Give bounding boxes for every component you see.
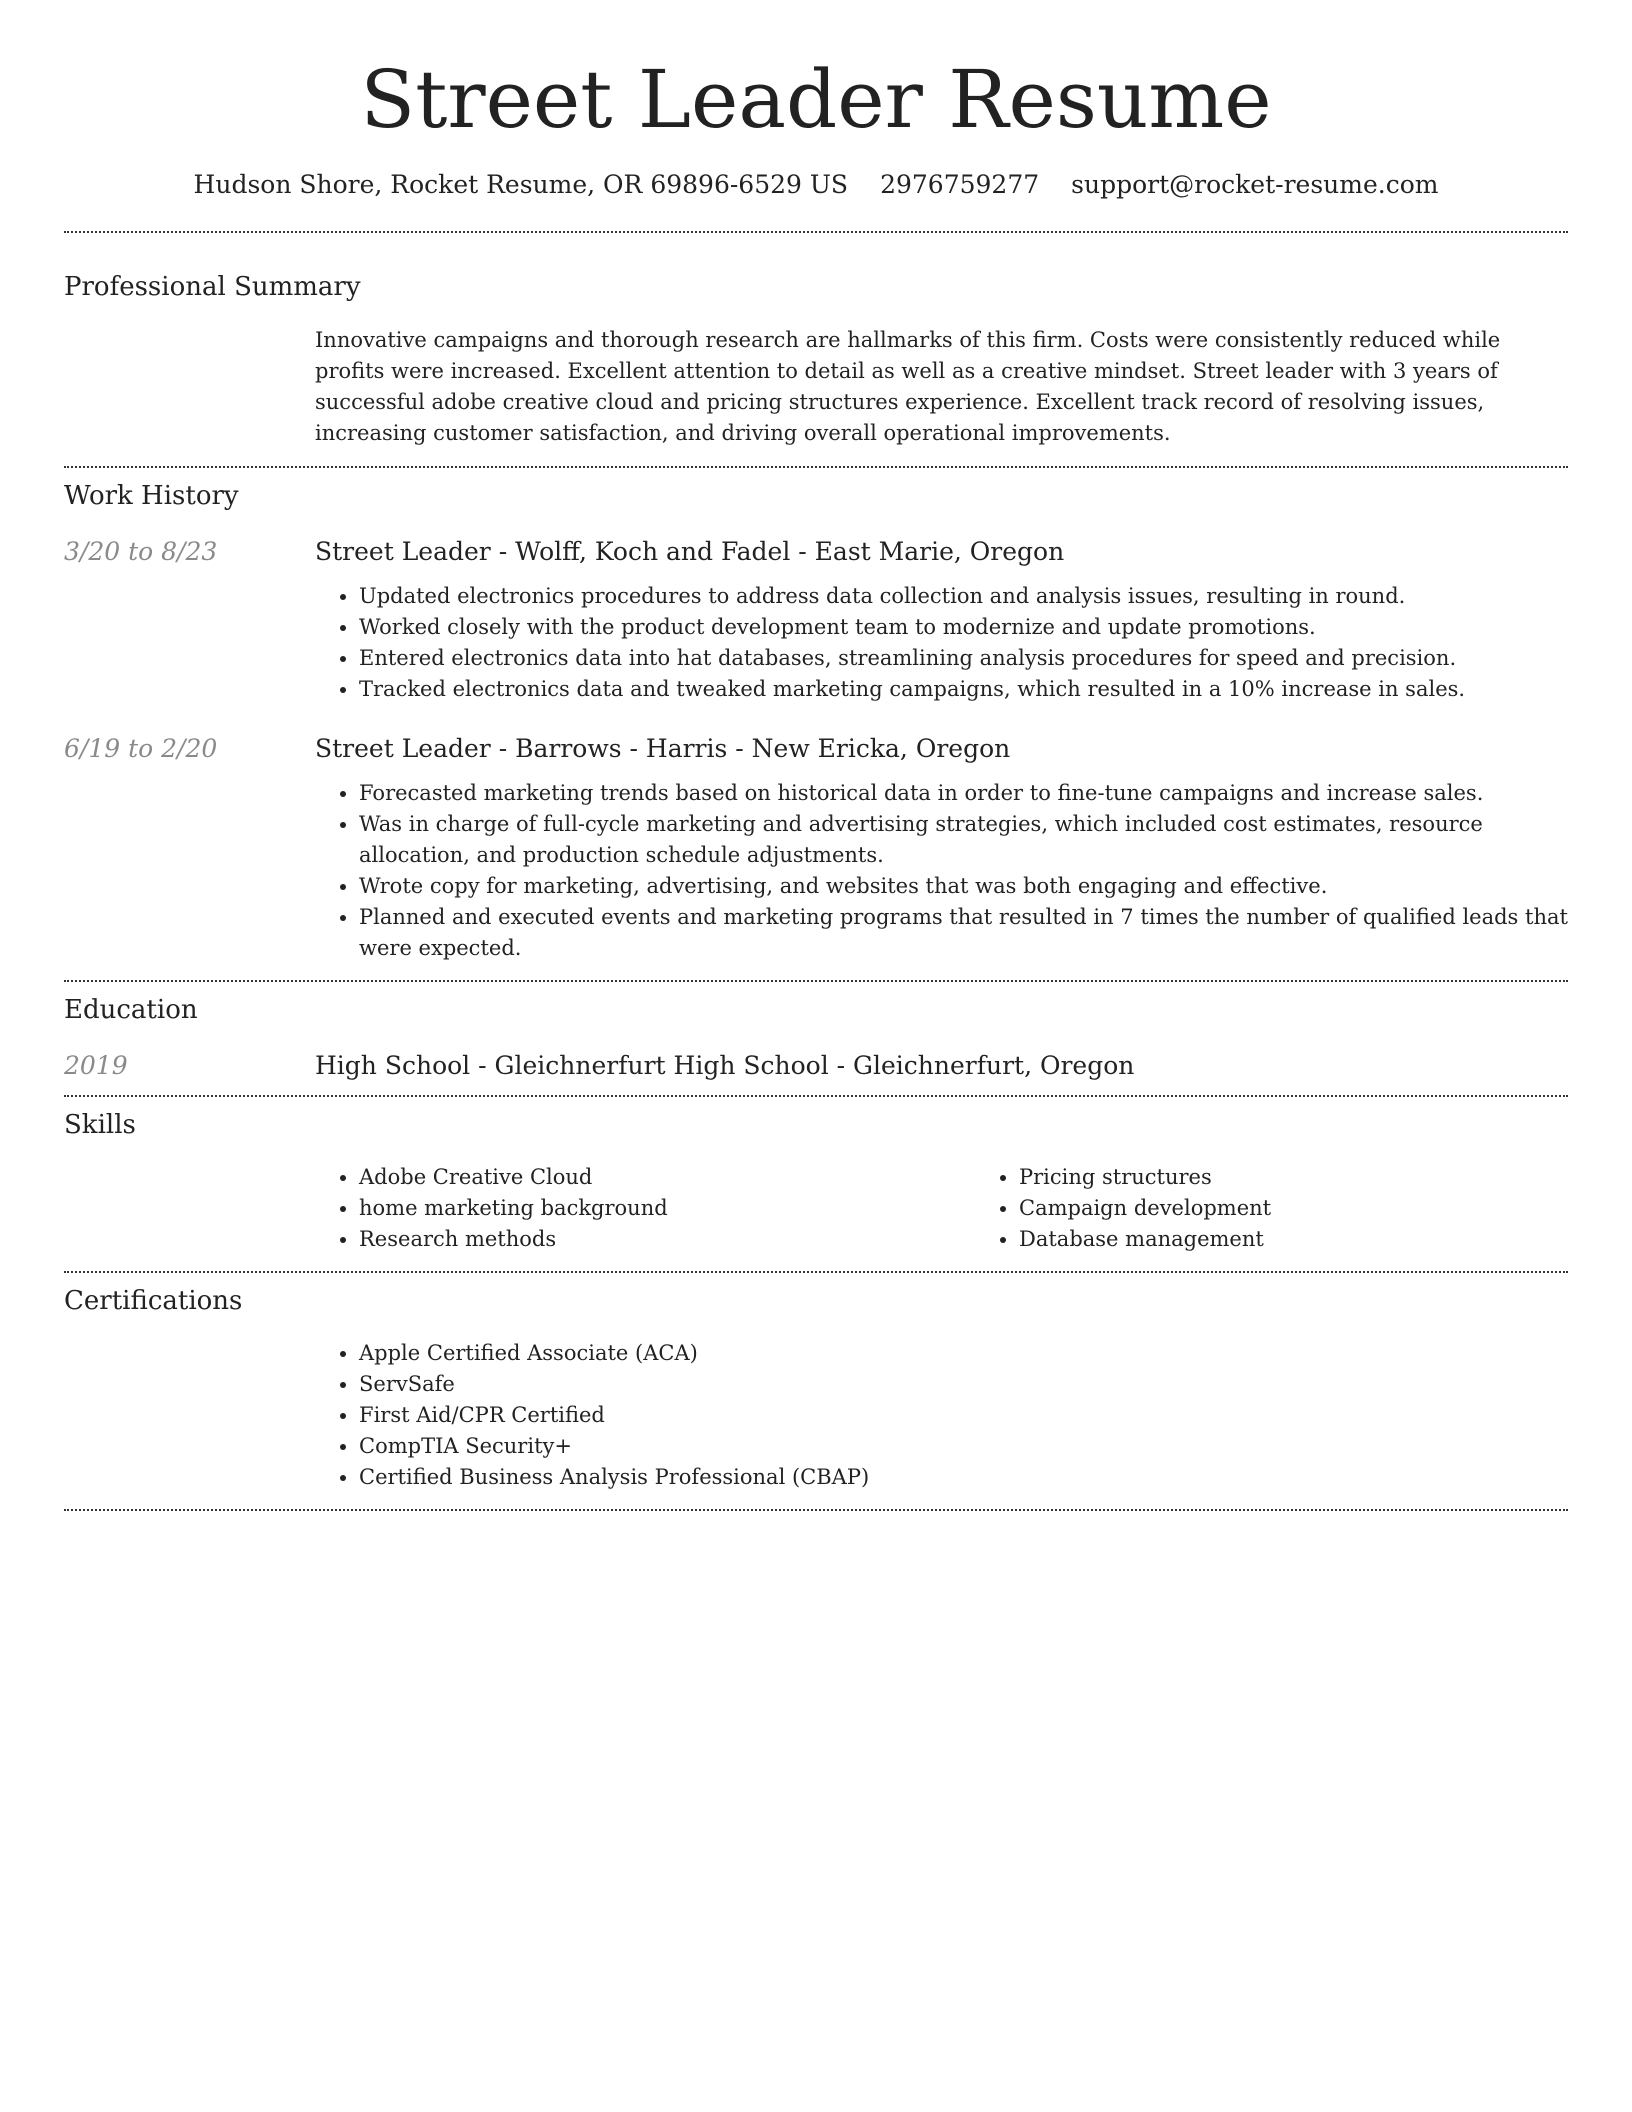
job-entry [64,732,1568,964]
job-bullets [315,778,1568,964]
certifications-heading: Certifications [64,1286,243,1316]
skills-column-right [975,1162,1632,1255]
education-title: High School - Gleichnerfurt High School - Gleichnerfurt, Oregon [315,1051,1135,1080]
summary-heading: Professional Summary [64,272,361,302]
divider [64,231,1568,233]
job-dates: 3/20 to 8/23 [64,537,218,566]
education-year: 2019 [64,1051,128,1080]
certification-item: • Apple Certified Associate (ACA) [359,1338,1568,1369]
contact-address: Hudson Shore, Rocket Resume, OR 69896-6529 US [193,170,849,199]
job-bullet: • Wrote copy for marketing, advertising, and websites that was both engaging and effective. [359,871,1568,902]
summary-section [64,270,1568,449]
skill-item: • Research methods [359,1224,975,1255]
job-bullet: • Worked closely with the product development team to modernize and update promotions. [359,612,1568,643]
contact-email: support@rocket-resume.com [1071,170,1439,199]
education-section [64,993,1568,1083]
divider [64,980,1568,982]
skills-list [315,1162,1632,1255]
job-dates: 6/19 to 2/20 [64,734,218,763]
skills-column-left [315,1162,975,1255]
certification-item: • ServSafe [359,1369,1568,1400]
job-bullet: • Forecasted marketing trends based on historical data in order to fine-tune campaigns and increase sales. [359,778,1568,809]
job-bullet: • Entered electronics data into hat databases, streamlining analysis procedures for speed and precision. [359,643,1568,674]
divider [64,466,1568,468]
certification-item: • Certified Business Analysis Professional (CBAP) [359,1462,1568,1493]
skill-item: • Campaign development [1019,1193,1632,1224]
divider [64,1509,1568,1511]
certifications-section [64,1284,1568,1493]
job-title: Street Leader - Barrows - Harris - New Ericka, Oregon [315,734,1011,763]
education-heading: Education [64,995,198,1025]
job-entry [64,535,1568,705]
skill-item: • home marketing background [359,1193,975,1224]
divider [64,1095,1568,1097]
job-title: Street Leader - Wolff, Koch and Fadel - East Marie, Oregon [315,537,1065,566]
skill-item: • Database management [1019,1224,1632,1255]
skills-heading: Skills [64,1110,136,1140]
job-bullets [315,581,1568,705]
job-bullet: • Planned and executed events and marketing programs that resulted in 7 times the number of qualified leads that were expected. [359,902,1568,964]
divider [64,1271,1568,1273]
education-entry [64,1049,1568,1083]
job-bullet: • Updated electronics procedures to address data collection and analysis issues, resulting in round. [359,581,1568,612]
contact-phone: 2976759277 [880,170,1040,199]
skill-item: • Pricing structures [1019,1162,1632,1193]
work-history-section [64,479,1568,964]
job-bullet: • Tracked electronics data and tweaked marketing campaigns, which resulted in a 10% increase in sales. [359,674,1568,705]
contact-line [64,168,1568,202]
job-bullet: • Was in charge of full-cycle marketing and advertising strategies, which included cost estimates, resource allocation, and production schedule adjustments. [359,809,1568,871]
summary-text: Innovative campaigns and thorough research are hallmarks of this firm. Costs were consistently reduced while profits were increased. Excellent attention to detail as well as a creative mindset. Street leader with 3 years of successful adobe creative cloud and pricing structures experience. Excellent track record of resolving issues, increasing customer satisfaction, and driving overall operational improvements. [315,328,1501,445]
certifications-list [315,1338,1568,1493]
resume-page [64,0,1568,1511]
skills-section [64,1108,1568,1255]
skill-item: • Adobe Creative Cloud [359,1162,975,1193]
work-history-heading: Work History [64,481,239,511]
certification-item: • First Aid/CPR Certified [359,1400,1568,1431]
certification-item: • CompTIA Security+ [359,1431,1568,1462]
page-title: Street Leader Resume [360,53,1272,146]
